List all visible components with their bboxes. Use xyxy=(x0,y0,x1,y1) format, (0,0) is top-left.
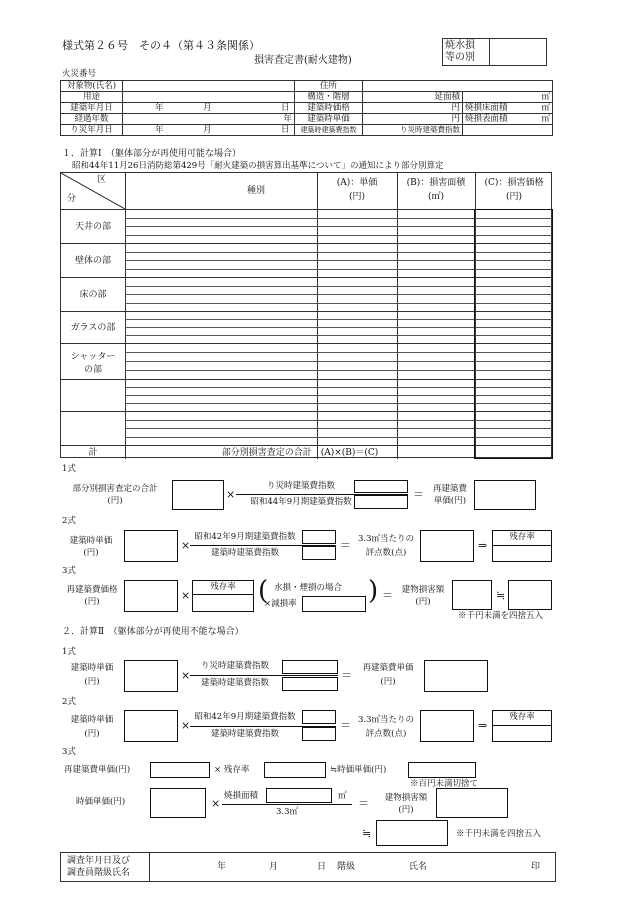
inspector-row[interactable] xyxy=(60,852,556,882)
kubun-bottom: 分 xyxy=(67,194,77,204)
f3-damage-input[interactable] xyxy=(452,580,492,610)
f3-price-input[interactable] xyxy=(124,580,178,612)
eq-op: ＝ xyxy=(382,589,393,602)
c2f3-area-input[interactable] xyxy=(266,788,332,803)
c2f2-num: 昭和42年9月期建築費指数 xyxy=(194,712,296,722)
arrow-op: ⇒ xyxy=(478,539,488,552)
f3-damage-round-input[interactable] xyxy=(508,580,552,610)
f3-water: 水損・煙損の場合 xyxy=(274,583,343,593)
row-shutter-2: の部 xyxy=(83,365,102,375)
f2-result-input[interactable] xyxy=(420,530,474,562)
grid-vline xyxy=(397,173,398,459)
f2-num: 昭和42年9月期建築費指数 xyxy=(194,532,296,542)
fire-date-label: り災年月日 xyxy=(61,125,123,136)
c2f1-result-input[interactable] xyxy=(424,660,488,692)
f1-l1: 部分別損害査定の合計 xyxy=(72,484,158,494)
use-label: 用途 xyxy=(61,92,123,103)
burn-type-field[interactable] xyxy=(490,39,547,66)
f2-resb: 評点数(点) xyxy=(365,548,407,558)
col-c-1: (C)：損害価格 xyxy=(484,178,544,188)
approx-op: ≒ xyxy=(496,589,506,602)
c2f1-num: り災時建築費指数 xyxy=(200,661,269,671)
f2-den-input[interactable] xyxy=(302,546,336,560)
c2f1-label: 1式 xyxy=(62,647,76,657)
built-date-label: 建築年月日 xyxy=(61,103,123,114)
arrow-op: ⇒ xyxy=(478,719,488,732)
fire-no-label: 火災番号 xyxy=(62,69,97,79)
c2f3-label: 3式 xyxy=(62,747,76,757)
address-field[interactable] xyxy=(363,81,553,92)
calc2-heading: ２．計算Ⅱ （躯体部分が再使用不能な場合） xyxy=(62,627,244,637)
approx-op: ≒ xyxy=(362,827,372,840)
c2f1-den-input[interactable] xyxy=(282,677,338,691)
c2f3-l2: 時価単価(円) xyxy=(76,797,126,807)
f3-rate: 残存率 xyxy=(210,582,236,592)
eq-op: ＝ xyxy=(340,539,351,552)
total-label: 計 xyxy=(88,448,98,458)
fire-index-field[interactable] xyxy=(463,125,553,136)
c2f3-unit-input[interactable] xyxy=(150,788,206,818)
times-op: × xyxy=(181,589,191,602)
f1-num-input[interactable] xyxy=(354,480,408,493)
built-price-label: 建築時価格 xyxy=(295,103,363,114)
grid-vline xyxy=(317,173,318,459)
c2f2-den: 建築時建築費指数 xyxy=(210,729,279,739)
c2f2-num-input[interactable] xyxy=(302,710,336,724)
footer-seal: 印 xyxy=(531,862,541,872)
f1-label: 1式 xyxy=(62,464,76,474)
eq-op: ＝ xyxy=(341,669,352,682)
built-date-field[interactable] xyxy=(123,103,295,114)
c2f2-result-input[interactable] xyxy=(420,710,474,742)
c2f1-l1: 建築時単価 xyxy=(70,663,114,673)
total-text: 部分別損害査定の合計 (A)×(B)＝(C) xyxy=(221,448,379,458)
fire-date-field[interactable] xyxy=(123,125,295,136)
c2f3-l1: 再建築費単価(円) xyxy=(64,765,131,775)
c2f2-den-input[interactable] xyxy=(302,727,336,741)
f3-reduce: ×減損率 xyxy=(264,599,297,609)
times-op: × xyxy=(226,488,236,501)
f3-resb: (円) xyxy=(415,597,431,607)
structure-label: 構造・階層 xyxy=(295,92,363,103)
age-field[interactable] xyxy=(123,114,295,125)
unit-yen: 円 xyxy=(451,114,460,124)
row-floor: 床の部 xyxy=(79,290,107,300)
f3-note: ※千円未満を四捨五入 xyxy=(458,611,544,621)
c2f1-l1b: (円) xyxy=(84,677,100,687)
col-type: 種別 xyxy=(246,186,265,196)
unit-m2: ㎡ xyxy=(541,103,550,113)
f1-resb: 単価(円) xyxy=(433,496,467,506)
calc1-table xyxy=(60,172,552,458)
c2f3-rate: × 残存率 xyxy=(214,765,250,775)
m-unit: 月 xyxy=(203,103,212,113)
c2f1-res: 再建築費単価 xyxy=(362,663,414,673)
f2-rate: 残存率 xyxy=(509,532,535,542)
col-a-1: (A)：単価 xyxy=(336,178,378,188)
target-label: 対象物(氏名) xyxy=(61,81,123,92)
total-floor-field[interactable] xyxy=(463,92,553,103)
eq-op: ＝ xyxy=(340,719,351,732)
c2f3-res2b: (円) xyxy=(398,805,414,815)
built-price-field[interactable] xyxy=(363,103,463,114)
divider xyxy=(492,545,552,546)
stamp-label-2: 等の別 xyxy=(445,52,475,63)
f1-l1b: (円) xyxy=(107,496,123,506)
row-wall: 壁体の部 xyxy=(74,256,111,266)
burn-surface-label: 焼損表面積 xyxy=(465,114,508,124)
damage-price-column[interactable] xyxy=(474,209,553,459)
c2f3-den: 3.3㎡ xyxy=(275,807,299,817)
c2f3-damage-round-input[interactable] xyxy=(376,820,448,846)
burn-floor-cell[interactable] xyxy=(463,103,553,114)
times-op: × xyxy=(181,719,191,732)
c2f3-res: ≒時価単価(円) xyxy=(330,765,387,775)
y-unit: 年 xyxy=(155,103,164,113)
footer-rank: 階級 xyxy=(337,862,356,872)
m-unit: 月 xyxy=(203,125,212,135)
col-a-2: (円) xyxy=(348,192,366,202)
unit-m2: ㎡ xyxy=(541,92,550,102)
f1-den-input[interactable] xyxy=(354,495,408,509)
burn-surface-cell[interactable] xyxy=(463,114,553,125)
c2f2-rate-box[interactable] xyxy=(492,710,552,742)
calc1-note: 昭和44年11月26日消防総第429号「耐火建築の損害算出基準について」の通知により部分別算定 xyxy=(72,161,444,171)
divider xyxy=(192,594,254,595)
f1-den: 昭和44年9月期建築費指数 xyxy=(250,497,352,507)
c2f1-num-input[interactable] xyxy=(282,660,338,674)
c2f2-label: 2式 xyxy=(62,697,76,707)
col-b-2: (㎡) xyxy=(427,192,445,202)
footer-y: 年 xyxy=(217,862,227,872)
c2f3-rate-input[interactable] xyxy=(264,762,326,778)
c2f2-l1: 建築時単価 xyxy=(70,715,114,725)
footer-l1: 調査年月日及び xyxy=(67,856,131,866)
f2-l1: 建築時単価 xyxy=(69,536,113,546)
info-table xyxy=(60,80,553,136)
c2f1-den: 建築時建築費指数 xyxy=(200,678,269,688)
footer-d: 日 xyxy=(317,862,327,872)
times-op: × xyxy=(181,539,191,552)
fraction-line xyxy=(190,675,338,676)
f2-rate-box[interactable] xyxy=(492,530,552,562)
age-label: 経過年数 xyxy=(61,114,123,125)
c2f3-res2: 建物損害額 xyxy=(384,793,428,803)
target-field[interactable] xyxy=(123,81,295,92)
footer-m: 月 xyxy=(269,862,279,872)
c2f3-damage-input[interactable] xyxy=(436,788,508,818)
built-unit-label: 建築時単価 xyxy=(295,114,363,125)
form-number: 様式第２６号 その４（第４３条関係） xyxy=(62,39,260,52)
d-unit: 日 xyxy=(281,103,290,113)
col-c-2: (円) xyxy=(505,192,523,202)
total-floor-label: 延面積 xyxy=(363,92,463,103)
f3-rate-box[interactable] xyxy=(192,580,254,612)
y-unit: 年 xyxy=(155,125,164,135)
c2f3-area: 焼損面積 xyxy=(224,791,259,801)
f3-reduce-input[interactable] xyxy=(302,596,366,612)
f2-num-input[interactable] xyxy=(302,530,336,544)
eq-op: ＝ xyxy=(413,488,424,501)
bracket-right: ) xyxy=(368,576,379,606)
f1-num: り災時建築費指数 xyxy=(266,481,335,491)
c2f1-resb: (円) xyxy=(380,677,396,687)
f3-l1b: (円) xyxy=(84,597,100,607)
calc1-heading: １．計算Ⅰ （躯体部分が再使用可能な場合） xyxy=(62,149,242,159)
c2f2-resb: 評点数(点) xyxy=(365,729,407,739)
f2-l1b: (円) xyxy=(83,548,99,558)
times-op: × xyxy=(181,669,191,682)
f2-label: 2式 xyxy=(62,516,76,526)
burn-type-stamp xyxy=(442,38,547,66)
footer-l2: 調査員階級氏名 xyxy=(67,868,131,878)
row-ceiling: 天井の部 xyxy=(74,222,111,232)
f3-l1: 再建築費価格 xyxy=(66,585,118,595)
built-unit-field[interactable] xyxy=(363,114,463,125)
f1-result-input[interactable] xyxy=(474,480,536,510)
f3-res: 建物損害額 xyxy=(401,585,445,595)
f3-label: 3式 xyxy=(62,566,76,576)
stamp-label-1: 焼水損 xyxy=(445,40,475,51)
c2f2-res: 3.3㎡当たりの xyxy=(357,715,415,725)
fraction-line xyxy=(222,804,352,805)
c2f2-rate: 残存率 xyxy=(509,712,535,722)
page-title: 損害査定書(耐火建物) xyxy=(254,55,352,66)
unit-yen: 円 xyxy=(451,103,460,113)
c2f2-l1b: (円) xyxy=(84,729,100,739)
built-index-label: 建築時建築費指数 xyxy=(295,125,363,136)
bracket-left: ( xyxy=(258,576,269,606)
c2f3-result-input[interactable] xyxy=(408,762,476,778)
d-unit: 日 xyxy=(281,125,290,135)
use-field[interactable] xyxy=(123,92,295,103)
c2f3-m2: ㎡ xyxy=(338,791,347,801)
fire-index-label: り災時建築費指数 xyxy=(363,125,463,136)
divider xyxy=(492,725,552,726)
f2-unit-input[interactable] xyxy=(124,530,178,562)
footer-name: 氏名 xyxy=(409,862,428,872)
f1-res: 再建築費 xyxy=(432,484,467,494)
eq-op: ＝ xyxy=(358,797,369,810)
c2f1-unit-input[interactable] xyxy=(124,660,178,692)
f2-res: 3.3㎡当たりの xyxy=(357,534,415,544)
c2f3-note2: ※千円未満を四捨五入 xyxy=(456,829,542,839)
burn-floor-label: 焼損床面積 xyxy=(465,103,508,113)
col-b-1: (B)：損害面積 xyxy=(406,178,466,188)
address-label: 住所 xyxy=(295,81,363,92)
c2f3-price-input[interactable] xyxy=(150,762,210,778)
kubun-top: 区 xyxy=(97,175,107,185)
row-glass: ガラスの部 xyxy=(70,323,116,333)
grid-vline xyxy=(125,173,126,459)
row-shutter: シャッター xyxy=(70,352,116,362)
times-op: × xyxy=(211,797,221,810)
y-unit: 年 xyxy=(283,114,292,124)
f2-den: 建築時建築費指数 xyxy=(210,548,279,558)
c2f2-unit-input[interactable] xyxy=(124,710,178,742)
f1-total-input[interactable] xyxy=(172,480,224,510)
c2f3-note: ※百円未満切捨て xyxy=(410,779,479,789)
unit-m2: ㎡ xyxy=(541,114,550,124)
